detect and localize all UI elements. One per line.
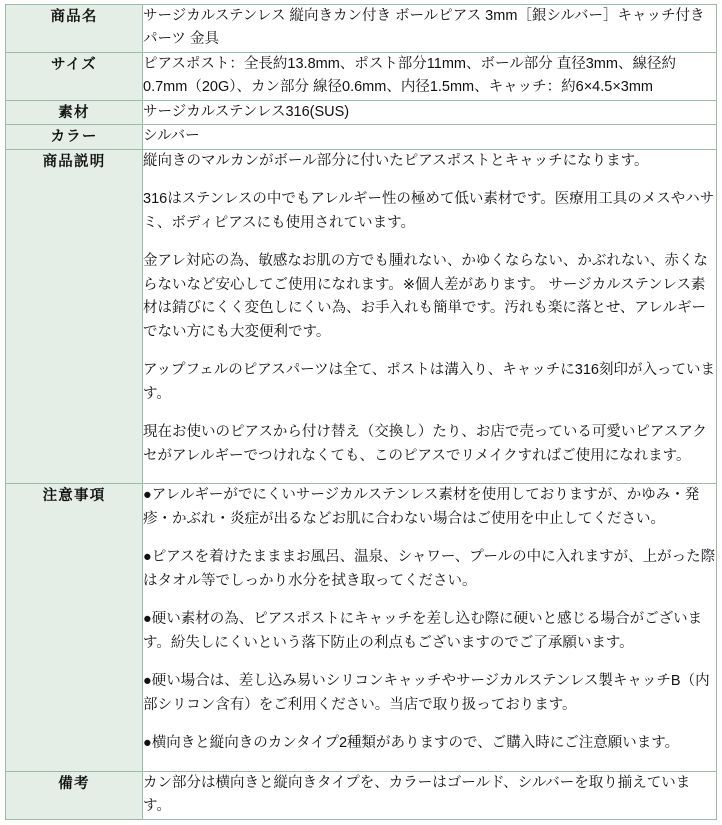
table-row-size [6,52,717,100]
table-row-remarks [6,771,717,819]
row-value-remarks [143,771,717,819]
row-label-notes: 注意事項 [6,484,143,771]
notes-paragraph-1: ●アレルギーがでにくいサージカルステンレス素材を使用しておりますが、かゆみ・発疹・かぶれ・炎症が出るなどお肌に合わない場合はご使用を中止してください。 [143,487,700,527]
color-text: シルバー [143,128,200,145]
description-paragraph-3: 金アレ対応の為、敏感なお肌の方でも腫れない、かゆくならない、かぶれない、赤くならないなど安心してご使用になれます。※個人差があります。 サージカルステンレス素材は錆びにくく変色しにくい為、お手入れも簡単です。汚れも楽に落とせ、アレルギーでない方にも大変便利です。 [143,253,708,340]
row-value-material [143,100,717,124]
notes-paragraph-5: ●横向きと縦向きのカンタイプ2種類がありますので、ご購入時にご注意願います。 [143,735,680,752]
row-value-description [143,149,717,483]
row-value-size [143,52,717,100]
table-row-product-name [6,5,717,53]
table-row-notes [6,484,717,771]
row-value-notes [143,484,717,771]
table-row-description [6,149,717,483]
description-paragraph-5: 現在お使いのピアスから付け替え（交換し）たり、お店で売っている可愛いピアスアクセがアレルギーでつけれなくても、このピアスでリメイクすればご使用になれます。 [143,424,707,464]
notes-paragraph-2: ●ピアスを着けたまままお風呂、温泉、シャワー、プールの中に入れますが、上がった際はタオル等でしっかり水分を拭き取ってください。 [143,549,716,589]
table-row-material [6,100,717,124]
table-row-color [6,125,717,149]
row-label-material: 素材 [6,100,143,124]
remarks-text: カン部分は横向きと縦向きタイプを、カラーはゴールド、シルバーを取り揃えています。 [143,774,691,815]
product-spec-table [5,4,717,820]
description-paragraph-2: 316はステンレスの中でもアレルギー性の極めて低い素材です。医療用工具のメスやハサミ、ボディピアスにも使用されています。 [143,191,715,231]
size-text: ピアスポスト：全長約13.8mm、ポスト部分11mm、ボール部分 直径3mm、線径約0.7mm（20G）、カン部分 線径0.6mm、内径1.5mm、キャッチ：約6×4.5×3mm [143,55,676,96]
row-label-description: 商品説明 [6,149,143,483]
product-name-text: サージカルステンレス 縦向きカン付き ボールピアス 3mm［銀シルバー］キャッチ付き パーツ 金具 [143,8,705,48]
description-paragraph-1: 縦向きのマルカンがボール部分に付いたピアスポストとキャッチになります。 [143,152,649,169]
row-label-remarks: 備考 [6,771,143,819]
notes-paragraph-4: ●硬い場合は、差し込み易いシリコンキャッチやサージカルステンレス製キャッチB（内部シリコン含有）をご利用ください。当店で取り扱っております。 [143,673,710,713]
notes-paragraph-3: ●硬い素材の為、ピアスポストにキャッチを差し込む際に硬いと感じる場合がございます。紛失しにくいという落下防止の利点もございますのでご了承願います。 [143,611,703,651]
material-text: サージカルステンレス316(SUS) [143,103,350,120]
row-label-color: カラー [6,125,143,149]
row-label-size: サイズ [6,52,143,100]
row-value-product-name [143,5,717,53]
spec-table-body [6,5,717,820]
row-label-product-name: 商品名 [6,5,143,53]
row-value-color [143,125,717,149]
description-paragraph-4: アップフェルのピアスパーツは全て、ポストは溝入り、キャッチに316刻印が入っています。 [143,362,715,402]
